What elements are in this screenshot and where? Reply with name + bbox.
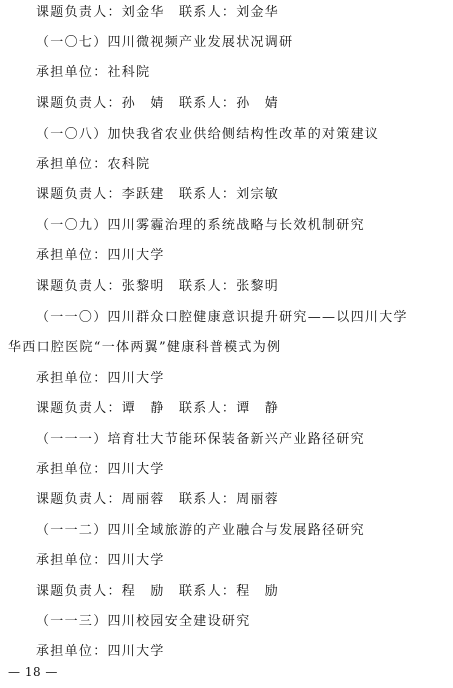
text-line: 课题负责人：刘金华 联系人：刘金华 (36, 5, 280, 20)
text-line: 承担单位：四川大学 (36, 553, 165, 568)
text-line: （一〇七）四川微视频产业发展状况调研 (36, 35, 294, 50)
text-line: 华西口腔医院“一体两翼”健康科普模式为例 (8, 340, 282, 355)
text-line: （一一〇）四川群众口腔健康意识提升研究——以四川大学 (36, 310, 408, 325)
text-line: 承担单位：农科院 (36, 157, 151, 172)
text-line: 承担单位：四川大学 (36, 462, 165, 477)
text-line: 课题负责人：李跃建 联系人：刘宗敏 (36, 187, 280, 202)
text-line: （一〇九）四川雾霾治理的系统战略与长效机制研究 (36, 218, 365, 233)
text-line: 课题负责人：周丽蓉 联系人：周丽蓉 (36, 492, 280, 507)
text-line: （一一三）四川校园安全建设研究 (36, 614, 251, 629)
text-line: （一〇八）加快我省农业供给侧结构性改革的对策建议 (36, 127, 380, 142)
text-line: （一一一）培育壮大节能环保装备新兴产业路径研究 (36, 432, 365, 447)
text-line: 课题负责人：谭 静 联系人：谭 静 (36, 401, 280, 416)
text-line: 承担单位：四川大学 (36, 371, 165, 386)
text-line: 课题负责人：程 励 联系人：程 励 (36, 584, 280, 599)
text-line: 承担单位：四川大学 (36, 644, 165, 659)
text-line: 课题负责人：孙 婧 联系人：孙 婧 (36, 96, 280, 111)
text-line: 承担单位：社科院 (36, 65, 151, 80)
text-line: 承担单位：四川大学 (36, 248, 165, 263)
page-number: — 18 — (8, 665, 58, 679)
text-line: 课题负责人：张黎明 联系人：张黎明 (36, 279, 280, 294)
text-line: （一一二）四川全域旅游的产业融合与发展路径研究 (36, 523, 365, 538)
